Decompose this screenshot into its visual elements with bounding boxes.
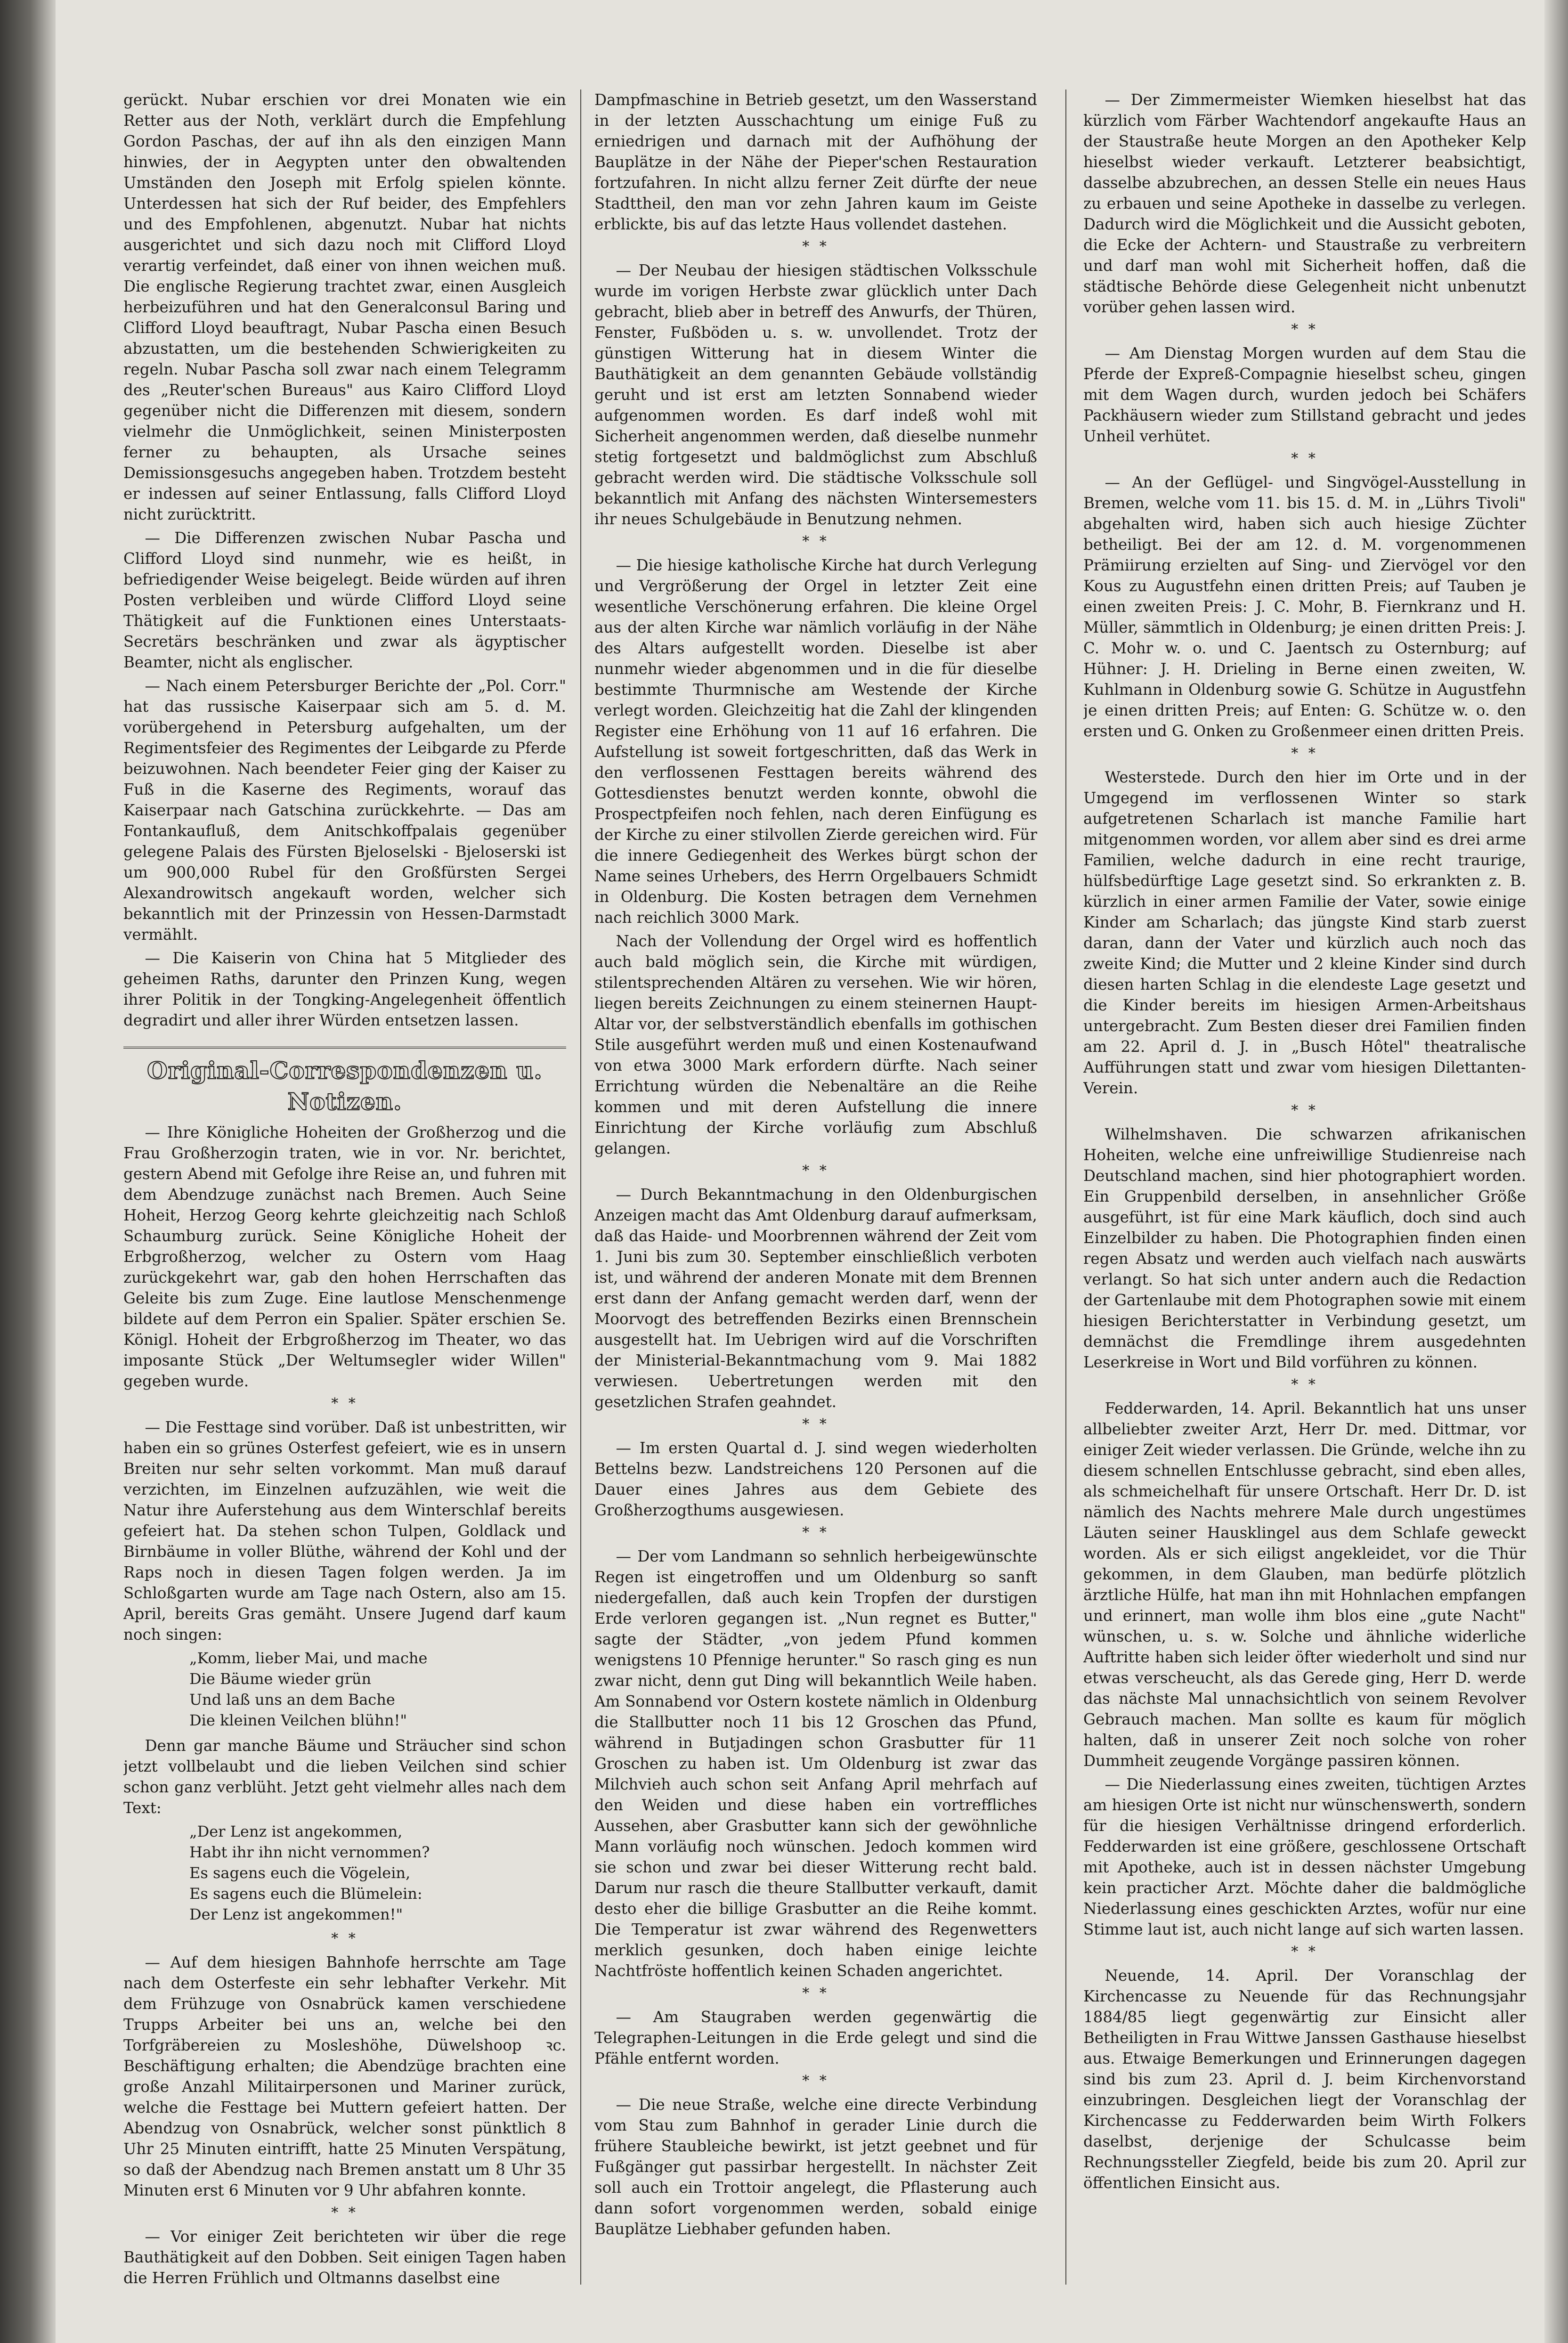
- article-paragraph: Denn gar manche Bäume und Sträucher sind schon jetzt vollbelaubt und die lieben Veilchen sind schier schon ganz verblüht. Jetzt geht vielmehr alles nach dem Text:: [123, 1737, 566, 1817]
- page-right-edge: [1544, 0, 1568, 2343]
- article-paragraph: — Die Niederlassung eines zweiten, tüchtigen Arztes am hiesigen Orte ist nicht nur wünschenswerth, sondern für die hiesigen Verhältnisse dringend erforderlich. Fedderwarden ist eine größere, geschlossene Ortschaft mit Apotheke, auch ist in dessen nächster Umgebung kein practicher Arzt. Möchte daher die baldmögliche Niederlassung eines geschickten Arztes, wofür nur eine Stimme laut ist, auch nicht lange auf sich warten lassen.: [1083, 1775, 1526, 1938]
- poem-line: Habt ihr ihn nicht vernommen?: [189, 1843, 430, 1861]
- column-divider: [1065, 89, 1066, 2285]
- article-paragraph: Fedderwarden, 14. April. Bekanntlich hat uns unser allbeliebter zweiter Arzt, Herr Dr. med. Dittmar, vor einiger Zeit wieder verlassen. Die Gründe, welche ihn zu diesem schnellen Entschlusse gebracht, sind eben alles, als schmeichelhaft für unsere Ortschaft. Herr Dr. D. ist nämlich des Nachts mehrere Male durch ungestümes Läuten seiner Hausklingel aus dem Schlafe geweckt worden. Als er sich eiligst angekleidet, vor die Thür gekommen, in dem Glauben, man bedürfe plötzlich ärztliche Hülfe, hat man ihn mit Hohnlachen empfangen und erinnert, man wolle ihm blos eine „gute Nacht" wünschen, u. s. w. Solche und ähnliche widerliche Auftritte haben sich leider öfter wiederholt und sind nur etwas verscheucht, als das Gerede ging, Herr D. werde das nächste Mal unnachsichtlich von seinem Revolver Gebrauch machen. Man sollte es kaum für möglich halten, daß in unserer Zeit noch solche von roher Dummheit zeugende Vorgänge passiren können.: [1083, 1399, 1526, 1770]
- separator-stars: * *: [1291, 1944, 1318, 1960]
- poem-line: Es sagens euch die Vögelein,: [189, 1864, 411, 1882]
- separator-stars: * *: [802, 1985, 829, 2001]
- article-paragraph: — Nach einem Petersburger Berichte der „Pol. Corr." hat das russische Kaiserpaar sich am 5. d. M. vorübergehend in Petersburg aufgehalten, um der Regimentsfeier des Regimentes der Leibgarde zu Pferde beizuwohnen. Nach beendeter Feier ging der Kaiser zu Fuß in die Kaserne des Regiments, worauf das Kaiserpaar nach Gatschina zurückkehrte. — Das am Fontankaufluß, dem Anitschkoffpalais gegenüber gelegene Palais des Fürsten Bjeloselski - Bjeloserski ist um 900,000 Rubel für den Großfürsten Sergei Alexandrowitsch angekauft worden, welcher sich bekanntlich mit der Prinzessin von Hessen-Darmstadt vermählt.: [123, 677, 566, 944]
- poem-line: Die kleinen Veilchen blühn!": [189, 1711, 407, 1729]
- separator-stars: * *: [802, 1524, 829, 1541]
- article-paragraph: — Am Dienstag Morgen wurden auf dem Stau die Pferde der Expreß-Compagnie hieselbst scheu, gingen mit dem Wagen durch, wurden jedoch bei Schäfers Packhäusern wieder zum Stillstand gebracht und jedes Unheil verhütet.: [1083, 344, 1526, 445]
- article-paragraph: Dampfmaschine in Betrieb gesetzt, um den Wasserstand in der letzten Ausschachtung um einige Fuß zu erniedrigen und darnach mit der Aufhöhung der Bauplätze in der Nähe der Pieper'schen Restauration fortzufahren. In nicht allzu ferner Zeit dürfte der neue Stadttheil, den man vor zehn Jahren kaum im Geiste erblickte, bis auf das letzte Haus vollendet dastehen.: [594, 91, 1037, 233]
- separator-stars: * *: [331, 1395, 358, 1412]
- poem-verse: [189, 1648, 566, 1731]
- article-paragraph: Neuende, 14. April. Der Voranschlag der Kirchencasse zu Neuende für das Rechnungsjahr 1884/85 liegt gegenwärtig zur Einsicht aller Betheiligten in Frau Wittwe Janssen Gasthause hieselbst aus. Etwaige Bemerkungen und Erinnerungen dagegen sind bis zum 23. April d. J. beim Kirchenvorstand einzubringen. Desgleichen liegt der Voranschlag der Kirchencasse zu Fedderwarden beim Wirth Folkers daselbst, derjenige der Schulcasse beim Rechnungssteller Ziegfeld, beide bis zum 20. April zur öffentlichen Einsicht aus.: [1083, 1967, 1526, 2192]
- separator-stars: * *: [802, 1416, 829, 1432]
- separator-stars: * *: [1291, 745, 1318, 762]
- article-paragraph: — An der Geflügel- und Singvögel-Ausstellung in Bremen, welche vom 11. bis 15. d. M. in „Lührs Tivoli" abgehalten wird, haben sich auch hiesige Züchter betheiligt. Bei der am 12. d. M. vorgenommenen Prämiirung erzielten auf Sing- und Ziervögel vor den Kous zu Augustfehn einen dritten Preis; auf Tauben je einen zweiten Preis: J. C. Mohr, B. Fiernkranz und H. Müller, sämmtlich in Oldenburg; je einen dritten Preis: J. C. Mohr w. o. und C. Jaentsch zu Osternburg; auf Hühner: J. H. Drieling in Berne einen zweiten, W. Kuhlmann in Oldenburg sowie G. Schütze in Augustfehn je einen dritten Preis; auf Enten: G. Schütze w. o. den ersten und G. Onken zu Großenmeer einen dritten Preis.: [1083, 473, 1526, 740]
- separator-stars: * *: [802, 533, 829, 550]
- article-paragraph: — Die neue Straße, welche eine directe Verbindung vom Stau zum Bahnhof in gerader Linie durch die frühere Staubleiche bewirkt, ist jetzt geebnet und für Fußgänger gut passirbar hergestellt. In nächster Zeit soll auch ein Trottoir angelegt, die Pflasterung auch dann sofort vorgenommen werden, sobald einige Bauplätze Liebhaber gefunden haben.: [594, 2096, 1037, 2238]
- poem-line: Die Bäume wieder grün: [189, 1670, 372, 1688]
- article-paragraph: — Durch Bekanntmachung in den Oldenburgischen Anzeigen macht das Amt Oldenburg darauf aufmerksam, daß das Haide- und Moorbrennen während der Zeit vom 1. Juni bis zum 30. September einschließlich verboten ist, und während der anderen Monate mit dem Brennen erst dann der Anfang gemacht werden darf, wenn der Moorvogt des betreffenden Bezirks einen Brennschein ausgestellt hat. Im Uebrigen wird auf die Vorschriften der Ministerial-Bekanntmachung vom 9. Mai 1882 verwiesen. Uebertretungen werden mit den gesetzlichen Strafen geahndet.: [594, 1186, 1037, 1411]
- poem-line: Der Lenz ist angekommen!": [189, 1905, 403, 1923]
- article-paragraph: — Auf dem hiesigen Bahnhofe herrschte am Tage nach dem Osterfeste ein sehr lebhafter Verkehr. Mit dem Frühzuge von Osnabrück kamen verschiedene Trupps Arbeiter bei uns an, welche bei den Torfgräbereien zu Mosleshöhe, Düwelshoop ꝛc. Beschäftigung erhalten; die Abendzüge brachten eine große Anzahl Militairpersonen und Mariner zurück, welche die Festtage bei Muttern gefeiert hatten. Der Abendzug von Osnabrück, welcher sonst pünktlich 8 Uhr 25 Minuten eintrifft, hatte 25 Minuten Verspätung, so daß der Abendzug nach Bremen anstatt um 8 Uhr 35 Minuten erst 6 Minuten vor 9 Uhr abfahren konnte.: [123, 1953, 566, 2199]
- column-left: [123, 89, 566, 2303]
- poem-verse: [189, 1821, 566, 1925]
- article-paragraph: — Der Zimmermeister Wiemken hieselbst hat das kürzlich vom Färber Wachtendorf angekaufte Haus an der Staustraße heute Morgen an den Apotheker Kelp hieselbst wieder verkauft. Letzterer beabsichtigt, dasselbe abzubrechen, an dessen Stelle ein neues Haus zu erbauen und seine Apotheke in dasselbe zu verlegen. Dadurch wird die Möglichkeit und die Aussicht geboten, die Ecke der Achtern- und Staustraße zu verbreitern und darf man wohl mit Sicherheit hoffen, daß die städtische Behörde diese Gelegenheit nicht unbenutzt vorüber gehen lassen wird.: [1083, 91, 1526, 316]
- separator-stars: * *: [802, 1163, 829, 1179]
- column-divider: [580, 89, 581, 2285]
- article-paragraph: — Der vom Landmann so sehnlich herbeigewünschte Regen ist eingetroffen und um Oldenburg so sanft niedergefallen, daß auch kein Tropfen der durstigen Erde verloren gegangen ist. „Nun regnet es Butter," sagte der Städter, „von jedem Pfund kommen wenigstens 10 Pfennige herunter." So rasch ging es nun zwar nicht, denn gut Ding will bekanntlich Weile haben. Am Sonnabend vor Ostern kostete nämlich in Oldenburg die Stallbutter noch 11 bis 12 Groschen das Pfund, während in Butjadingen schon Grasbutter für 11 Groschen zu haben ist. Um Oldenburg ist zwar das Milchvieh auch schon seit Anfang April mehrfach auf den Weiden und diese haben ein vortreffliches Aussehen, aber Grasbutter kann sich der gewöhnliche Mann vorläufig noch wünschen. Jedoch kommen wird sie schon und zwar bei dieser Witterung recht bald. Darum nur rasch die theure Stallbutter verkauft, damit desto eher die billige Grasbutter an die Reihe kommt. Die Temperatur ist zwar während des Regenwetters merklich gesunken, doch haben einige leichte Nachtfröste hoffentlich keinen Schaden angerichtet.: [594, 1547, 1037, 1980]
- separator-stars: * *: [1291, 1102, 1318, 1119]
- article-paragraph: — Vor einiger Zeit berichteten wir über die rege Bauthätigkeit auf den Dobben. Seit einigen Tagen haben die Herren Frühlich und Oltmanns daselbst eine: [123, 2228, 566, 2287]
- separator-stars: * *: [331, 1930, 358, 1947]
- article-paragraph: — Ihre Königliche Hoheiten der Großherzog und die Frau Großherzogin traten, wie in vor. Nr. berichtet, gestern Abend mit Gefolge ihre Reise an, und fuhren mit dem Abendzuge zunächst nach Bremen. Auch Seine Hoheit, Herzog Georg kehrte gleichzeitig nach Schloß Schaumburg zurück. Seine Königliche Hoheit der Erbgroßherzog, welcher zu Ostern vom Haag zurückgekehrt war, gab den hohen Herrschaften das Geleite bis zum Zuge. Eine lautlose Menschenmenge bildete auf dem Perron ein Spalier. Später erschien Se. Königl. Hoheit der Erbgroßherzog im Theater, wo das imposante Stück „Der Weltumsegler wider Willen" gegeben wurde.: [123, 1123, 566, 1390]
- column-middle: [594, 89, 1037, 2303]
- section-heading: Original-Correspondenzen u. Notizen.: [123, 1047, 566, 1117]
- poem-line: „Komm, lieber Mai, und mache: [189, 1649, 428, 1667]
- article-paragraph: — Im ersten Quartal d. J. sind wegen wiederholten Bettelns bezw. Landstreichens 120 Personen auf die Dauer eines Jahres aus dem Gebiete des Großherzogthums ausgewiesen.: [594, 1439, 1037, 1519]
- article-paragraph: — Die hiesige katholische Kirche hat durch Verlegung und Vergrößerung der Orgel in letzter Zeit eine wesentliche Verschönerung erfahren. Die kleine Orgel aus der alten Kirche war nämlich vorläufig in der Nähe des Altars aufgestellt worden. Dieselbe ist aber nunmehr wieder abgenommen und in die für dieselbe bestimmte Thurmnische am Westende der Kirche verlegt worden. Gleichzeitig hat die Zahl der klingenden Register eine Erhöhung von 11 auf 16 erfahren. Die Aufstellung ist soweit fortgeschritten, daß das Werk in den verflossenen Festtagen bereits während des Gottesdienstes benutzt werden konnte, obwohl die Prospectpfeifen noch fehlen, nach deren Einfügung es der Kirche zu einer stilvollen Zierde gereichen wird. Für die innere Gediegenheit des Werkes bürgt schon der Name seines Urhebers, des Herrn Orgelbauers Schmidt in Oldenburg. Die Kosten betragen dem Vernehmen nach reichlich 3000 Mark.: [594, 556, 1037, 927]
- article-paragraph: Westerstede. Durch den hier im Orte und in der Umgegend im verflossenen Winter so stark aufgetretenen Scharlach ist manche Familie hart mitgenommen worden, vor allem aber sind es drei arme Familien, welche dadurch in eine recht traurige, hülfsbedürftige Lage gesetzt sind. So erkrankten z. B. kürzlich in einer armen Familie der Vater, sowie einige Kinder am Scharlach; das jüngste Kind starb zuerst daran, dann der Vater und kürzlich auch noch das zweite Kind; die Mutter und 2 kleine Kinder sind durch diesen harten Schlag in die elendeste Lage gesetzt und die Kinder bereits im hiesigen Armen-Arbeitshaus untergebracht. Zum Besten dieser drei Familien finden am 22. April d. J. in „Busch Hôtel" theatralische Aufführungen statt und zwar vom hiesigen Dilettanten-Verein.: [1083, 768, 1526, 1097]
- poem-line: „Der Lenz ist angekommen,: [189, 1822, 403, 1840]
- poem-line: Und laß uns an dem Bache: [189, 1691, 395, 1708]
- separator-stars: * *: [1291, 321, 1318, 338]
- separator-stars: * *: [1291, 450, 1318, 467]
- page-binding-shadow: [0, 0, 56, 2343]
- separator-stars: * *: [802, 2073, 829, 2089]
- separator-stars: * *: [1291, 1376, 1318, 1393]
- column-right: [1083, 89, 1526, 2303]
- separator-stars: * *: [331, 2205, 358, 2221]
- article-paragraph: — Die Festtage sind vorüber. Daß ist unbestritten, wir haben ein so grünes Osterfest gefeiert, wie es in unsern Breiten nur sehr selten vorkommt. Man muß darauf verzichten, im Einzelnen aufzuzählen, wie weit die Natur ihre Auferstehung aus dem Winterschlaf bereits gefeiert hat. Da stehen schon Tulpen, Goldlack und Birnbäume in voller Blüthe, während der Kohl und der Raps noch in diesen Tagen folgen werden. Ja im Schloßgarten wurde am Tage nach Ostern, also am 15. April, bereits Gras gemäht. Unsere Jugend darf kaum noch singen:: [123, 1418, 566, 1643]
- article-paragraph: — Am Staugraben werden gegenwärtig die Telegraphen-Leitungen in die Erde gelegt und sind die Pfähle entfernt worden.: [594, 2008, 1037, 2067]
- article-paragraph: — Die Kaiserin von China hat 5 Mitglieder des geheimen Raths, darunter den Prinzen Kung, wegen ihrer Politik in der Tongking-Angelegenheit öffentlich degradirt und aller ihrer Würden entsetzen lassen.: [123, 949, 566, 1029]
- article-paragraph: Wilhelmshaven. Die schwarzen afrikanischen Hoheiten, welche eine unfreiwillige Studienreise nach Deutschland machen, sind hier photographiert worden. Ein Gruppenbild derselben, in ansehnlicher Größe ausgeführt, ist für eine Mark käuflich, doch sind auch Einzelbilder zu haben. Die Photographien finden einen regen Absatz und werden auch vielfach nach auswärts verlangt. So hat sich unter andern auch die Redaction der Gartenlaube mit dem Photographen sowie mit einem hiesigen Berichterstatter in Verbindung gesetzt, um demnächst die Fremdlinge ihrem ausgedehnten Leserkreise in Wort und Bild vorführen zu können.: [1083, 1125, 1526, 1371]
- separator-stars: * *: [802, 238, 829, 255]
- poem-line: Es sagens euch die Blümelein:: [189, 1885, 422, 1903]
- article-paragraph: — Der Neubau der hiesigen städtischen Volksschule wurde im vorigen Herbste zwar glücklich unter Dach gebracht, blieb aber in betreff des Anwurfs, der Thüren, Fenster, Fußböden u. s. w. unvollendet. Trotz der günstigen Witterung hat in diesem Winter die Bauthätigkeit an dem genannten Gebäude vollständig geruht und ist erst am letzten Sonnabend wieder aufgenommen worden. Es darf indeß wohl mit Sicherheit angenommen werden, daß dieselbe nunmehr stetig fortgesetzt und baldmöglichst zum Abschluß gebracht werden wird. Die städtische Volksschule soll bekanntlich mit Anfang des nächsten Wintersemesters ihr neues Schulgebäude in Benutzung nehmen.: [594, 261, 1037, 528]
- article-paragraph: Nach der Vollendung der Orgel wird es hoffentlich auch bald möglich sein, die Kirche mit würdigen, stilentsprechenden Altären zu versehen. Wie wir hören, liegen bereits Zeichnungen zu einem steinernen Haupt-Altar vor, der selbstverständlich ebenfalls im gothischen Stile ausgeführt werden muß und einen Kostenaufwand von etwa 3000 Mark erfordern dürfte. Nach seiner Errichtung würden die Nebenaltäre an die Reihe kommen und mit deren Aufstellung die innere Einrichtung der Kirche vorläufig zum Abschluß gelangen.: [594, 932, 1037, 1157]
- article-paragraph: gerückt. Nubar erschien vor drei Monaten wie ein Retter aus der Noth, verklärt durch die Empfehlung Gordon Paschas, der auf ihn als den einzigen Mann hinwies, der in Aegypten unter den obwaltenden Umständen den Joseph mit Erfolg spielen könnte. Unterdessen hat sich der Ruf beider, des Empfehlers und des Empfohlenen, abgenutzt. Nubar hat nichts ausgerichtet und sich dazu noch mit Clifford Lloyd verartig verfeindet, daß einer von ihnen weichen muß. Die englische Regierung trachtet zwar, einen Ausgleich herbeizuführen und hat den Generalconsul Baring und Clifford Lloyd beauftragt, Nubar Pascha einen Besuch abzustatten, um die bestehenden Schwierigkeiten zu regeln. Nubar Pascha soll zwar nach einem Telegramm des „Reuter'schen Bureaus" aus Kairo Clifford Lloyd gegenüber nicht die Differenzen mit diesem, sondern vielmehr die Unmöglichkeit, seinen Ministerposten ferner zu behaupten, als Ursache seines Demissionsgesuchs angegeben haben. Trotzdem besteht er indessen auf seiner Entlassung, falls Clifford Lloyd nicht zurücktritt.: [123, 91, 566, 523]
- article-paragraph: — Die Differenzen zwischen Nubar Pascha und Clifford Lloyd sind nunmehr, wie es heißt, in befriedigender Weise beigelegt. Beide würden auf ihren Posten verbleiben und würde Clifford Lloyd seine Thätigkeit auf die Funktionen eines Unterstaats-Secretärs beschränken und zwar als ägyptischer Beamter, nicht als englischer.: [123, 529, 566, 671]
